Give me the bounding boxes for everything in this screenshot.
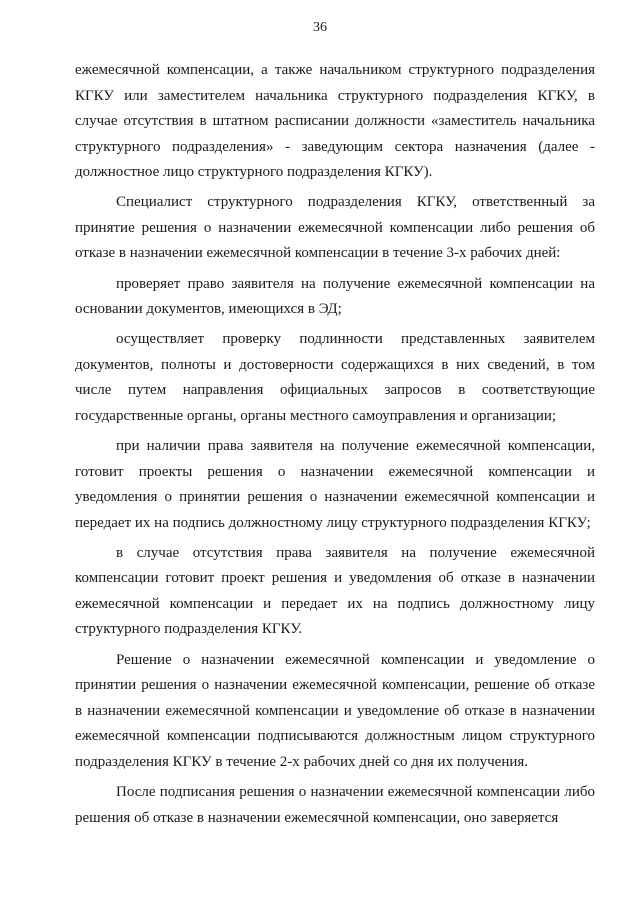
paragraph-specialist: Специалист структурного подразделения КГКУ, ответственный за принятие решения о назначении ежемесячной компенсации либо решения об отказе в назначении ежемесячной компенсации в течение 3-х рабочих дней: <box>75 194 595 262</box>
document-body <box>75 58 595 831</box>
paragraph-continued: ежемесячной компенсации, а также начальником структурного подразделения КГКУ или заместителем начальника структурного подразделения КГКУ, в случае отсутствия в штатном расписании должности «заместитель начальника структурного подразделения» - заведующим сектора назначения (далее - должностное лицо структурного подразделения КГКУ). <box>75 62 595 180</box>
paragraph-decision-signing: Решение о назначении ежемесячной компенсации и уведомление о принятии решения о назначении ежемесячной компенсации, решение об отказе в назначении ежемесячной компенсации и уведомление об отказе в назначении ежемесячной компенсации подписываются должностным лицом структурного подразделения КГКУ в течение 2-х рабочих дней со дня их получения. <box>75 651 595 770</box>
paragraph-after-signing: После подписания решения о назначении ежемесячной компенсации либо решения об отказе в назначении ежемесячной компенсации, оно заверяется <box>75 784 595 826</box>
paragraph-verifies-documents: осуществляет проверку подлинности представленных заявителем документов, полноты и достоверности содержащихся в них сведений, в том числе путем направления официальных запросов в соответствующие государственные органы, органы местного самоуправления и организации; <box>75 331 595 424</box>
paragraph-refusal-drafts: в случае отсутствия права заявителя на получение ежемесячной компенсации готовит проект решения и уведомления об отказе в назначении ежемесячной компенсации и передает их на подпись должностному лицу структурного подразделения КГКУ. <box>75 544 595 638</box>
paragraph-checks-right: проверяет право заявителя на получение ежемесячной компенсации на основании документов, имеющихся в ЭД; <box>75 275 595 318</box>
paragraph-prepares-drafts: при наличии права заявителя на получение ежемесячной компенсации, готовит проекты решения о назначении ежемесячной компенсации и уведомления о принятии решения о назначении ежемесячной компенсации и передает их на подпись должностному лицу структурного подразделения КГКУ; <box>75 438 595 531</box>
page-number: 36 <box>313 20 327 35</box>
